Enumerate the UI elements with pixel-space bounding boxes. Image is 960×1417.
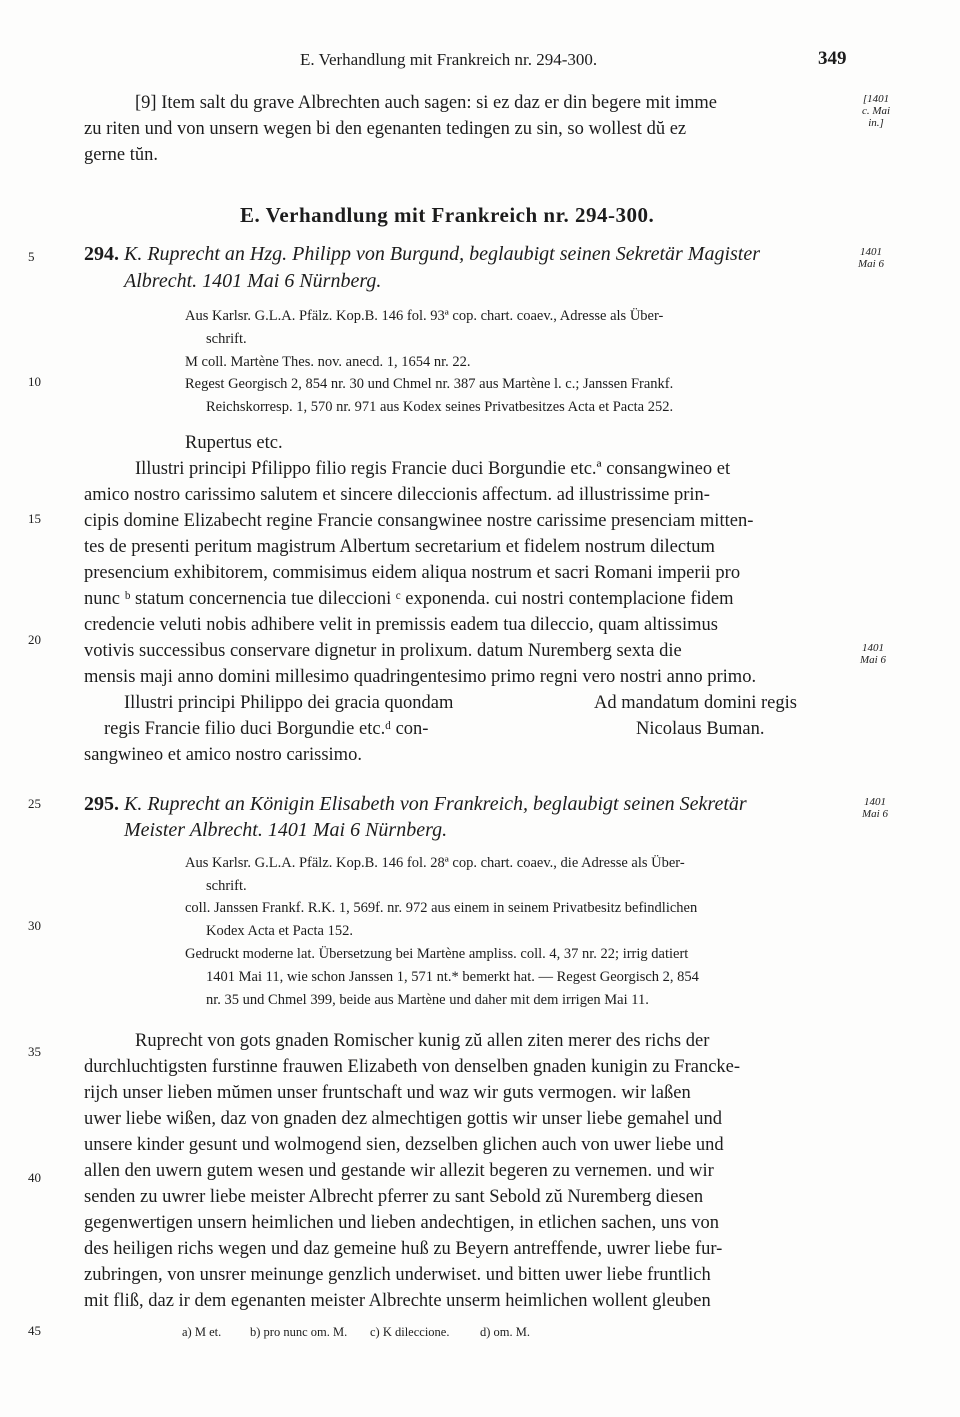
running-title: E. Verhandlung mit Frankreich nr. 294-300. [300, 50, 598, 69]
doc295-text-line: allen den uwern gutem wesen und gestande wir allezit begeren zu vernemen. und wir [84, 1161, 714, 1181]
doc295-source-3: coll. Janssen Frankf. R.K. 1, 569f. nr. 972 aus einem in seinem Privatbesitz befindlichen [185, 900, 698, 916]
doc294-title-line-1: 294. K. Ruprecht an Hzg. Philipp von Burgund, beglaubigt seinen Sekretär Magister [84, 243, 761, 265]
doc294-text-line: votivis successibus conservare dignetur in prolixum. datum Nuremberg sexta die [84, 641, 682, 661]
intro-line-2: zu riten und von unsern wegen bi den egenanten tedingen zu sin, so wollest dŭ ez [84, 119, 687, 139]
footnote-b: b) pro nunc om. M. [250, 1325, 348, 1339]
doc294-address-line: Illustri principi Philippo dei gracia quondam [124, 693, 454, 713]
doc294-text-line: tes de presenti peritum magistrum Albertum secretarium et fidelem nostrum dilectum [84, 537, 715, 557]
line-number: 30 [28, 918, 41, 933]
section-heading: E. Verhandlung mit Frankreich nr. 294-300. [240, 203, 655, 227]
doc294-source-4: Regest Georgisch 2, 854 nr. 30 und Chmel nr. 387 aus Martène l. c.; Janssen Frankf. [185, 376, 674, 392]
doc294-source-2: schrift. [206, 331, 247, 347]
intro-margin-note: [1401 c. Mai in.] [862, 93, 891, 129]
doc294-source-1: Aus Karlsr. G.L.A. Pfälz. Kop.B. 146 fol. 93ª cop. chart. coaev., Adresse als Über- [185, 308, 664, 324]
line-number: 5 [28, 249, 35, 264]
doc294-text-line: mensis maji anno domini millesimo quadringentesimo primo regni vero nostri anno primo. [84, 667, 757, 687]
doc294-text-line: Rupertus etc. [185, 433, 283, 453]
doc295-text-line: des heiligen richs wegen und daz gemeine huß zu Beyern antreffende, uwrer liebe fur- [84, 1239, 723, 1259]
doc294-margin-date-2: 1401 Mai 6 [860, 642, 886, 666]
doc295-source-2: schrift. [206, 878, 247, 894]
doc294-address-line: sangwineo et amico nostro carissimo. [84, 745, 362, 765]
line-number: 20 [28, 632, 41, 647]
doc294-text-line: cipis domine Elizabecht regine Francie consangwinee nostre carissime presenciam mitten- [84, 511, 754, 531]
page-number: 349 [818, 48, 847, 69]
doc295-source-1: Aus Karlsr. G.L.A. Pfälz. Kop.B. 146 fol. 28ª cop. chart. coaev., die Adresse als Über- [185, 855, 685, 871]
doc295-source-6: 1401 Mai 11, wie schon Janssen 1, 571 nt.* bemerkt hat. — Regest Georgisch 2, 854 [206, 969, 699, 985]
line-number: 35 [28, 1044, 41, 1059]
footnote-c: c) K dileccione. [370, 1325, 450, 1339]
doc294-address-line: regis Francie filio duci Borgundie etc.ᵈ con- [104, 719, 429, 739]
footnote-a: a) M et. [182, 1325, 222, 1339]
doc294-source-3: M coll. Martène Thes. nov. anecd. 1, 1654 nr. 22. [185, 354, 471, 370]
footnote-d: d) om. M. [480, 1325, 530, 1339]
doc294-margin-date: 1401 Mai 6 [858, 246, 884, 270]
doc294-source-5: Reichskorresp. 1, 570 nr. 971 aus Kodex seines Privatbesitzes Acta et Pacta 252. [206, 399, 674, 415]
doc294-title-line-2: Albrecht. 1401 Mai 6 Nürnberg. [124, 270, 382, 292]
line-number: 40 [28, 1170, 41, 1185]
doc295-text-line: senden zu uwrer liebe meister Albrecht pferrer zu sant Sebold zŭ Nuremberg diesen [84, 1187, 704, 1207]
line-number: 15 [28, 511, 41, 526]
line-number: 10 [28, 374, 41, 389]
doc295-source-5: Gedruckt moderne lat. Übersetzung bei Martène ampliss. coll. 4, 37 nr. 22; irrig datiert [185, 946, 689, 962]
intro-line-1: [9] Item salt du grave Albrechten auch sagen: si ez daz er din begere mit imme [135, 93, 718, 113]
doc295-title-line-1: 295. K. Ruprecht an Königin Elisabeth von Frankreich, beglaubigt seinen Sekretär [84, 793, 747, 815]
doc295-text-line: Ruprecht von gots gnaden Romischer kunig zŭ allen ziten merer des richs der [135, 1031, 710, 1051]
doc294-text-line: credencie veluti nobis adhibere velit in premissis eadem tua dileccio, quam altissimus [84, 615, 718, 635]
doc294-text-line: presencium exhibitorem, commisimus eidem aliqua nostrum et sacri Romani imperii pro [84, 563, 741, 583]
doc294-text-line: Illustri principi Pfilippo filio regis Francie duci Borgundie etc.ª consangwineo et [135, 459, 731, 479]
doc294-mandate-line: Ad mandatum domini regis [594, 693, 797, 713]
doc295-title-line-2: Meister Albrecht. 1401 Mai 6 Nürnberg. [124, 819, 448, 841]
doc294-mandate-line: Nicolaus Buman. [636, 719, 765, 739]
doc295-source-7: nr. 35 und Chmel 399, beide aus Martène und daher mit dem irrigen Mai 11. [206, 992, 649, 1008]
line-number: 25 [28, 796, 41, 811]
doc295-text-line: durchluchtigsten furstinne frauwen Elizabeth von denselben gnaden kunigin zu Francke- [84, 1057, 741, 1077]
line-number: 45 [28, 1323, 41, 1338]
doc295-text-line: rijch unser lieben mŭmen unser fruntschaft und waz wir guts vermogen. wir laßen [84, 1083, 691, 1103]
doc294-text-line: nunc ᵇ statum concernencia tue dileccioni ᶜ exponenda. cui nostri contemplacione fidem [84, 589, 734, 609]
doc294-number: 294. [84, 243, 119, 265]
doc295-text-line: unsere kinder gesunt und wolmogend sien, dezselben glichen auch von uwer liebe und [84, 1135, 724, 1155]
doc295-number: 295. [84, 793, 119, 815]
doc294-text-line: amico nostro carissimo salutem et sincere dileccionis affectum. ad illustrissime prin- [84, 485, 710, 505]
doc295-text-line: uwer liebe wißen, daz von gnaden dez almechtigen gottis wir unser liebe gemahel und [84, 1109, 723, 1129]
doc295-margin-date: 1401 Mai 6 [862, 796, 888, 820]
doc295-text-line: mit fliß, daz ir dem egenanten meister Albrechte unserm heimlichen wollent gleuben [84, 1291, 711, 1311]
doc295-text-line: gegenwertigen unsern heimlichen und lieben andechtigen, in etlichen sachen, uns von [84, 1213, 719, 1233]
intro-line-3: gerne tŭn. [84, 145, 158, 165]
doc295-source-4: Kodex Acta et Pacta 152. [206, 923, 353, 939]
doc295-text-line: zubringen, von unsrer meinunge genzlich underwiset. und bitten uwer liebe fruntlich [84, 1265, 711, 1285]
